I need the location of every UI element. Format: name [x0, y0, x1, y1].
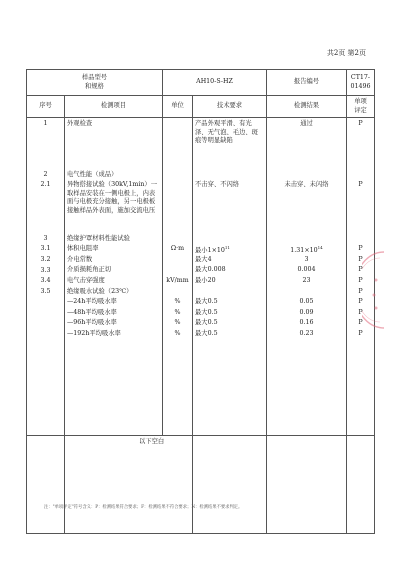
seal-stamp-graphic: [362, 250, 388, 330]
report-no-value: CT17-01496: [347, 70, 375, 96]
col-header-no: 序号: [27, 96, 65, 118]
footnote: 注："单项评定"符号含义：P：检测结果符合要求；F：检测结果不符合要求；N：检测结果不要求判定。: [44, 505, 243, 510]
results-body-row: [27, 118, 375, 436]
col-header-requirement: 技术要求: [193, 96, 267, 118]
test-results-table: [26, 69, 375, 534]
col-header-result: 检测结果: [267, 96, 347, 118]
req-appearance: 产品外观平滑、有光泽、无气泡、毛边、斑痕等明显缺陷: [195, 120, 258, 144]
report-no-label: 报告编号: [267, 70, 347, 96]
item-appearance: 外观检查: [67, 120, 93, 127]
col-requirement: 产品外观平滑、有光泽、无气泡、毛边、斑痕等明显缺陷 不击穿、不闪络 最小$1\times 10^{11}$ 最大4 最大0.008 最小20 最大0.5 最大0.5 最大0.5 最大0.5: [193, 118, 267, 436]
col-header-unit: 单位: [163, 96, 193, 118]
item-material: 绝缘护罩材料性能试验: [67, 234, 130, 242]
column-header-row: [27, 96, 375, 118]
sample-model-label: 样品型号 和规格: [27, 70, 163, 96]
col-header-evaluation: 单项 评定: [347, 96, 375, 118]
req-foreign-object: 不击穿、不闪络: [195, 181, 240, 189]
sample-model-value: AH10-S-HZ: [163, 70, 267, 96]
col-header-item: 检测项目: [65, 96, 163, 118]
blank-row: [27, 436, 375, 534]
blank-note: 以下空白: [139, 438, 165, 445]
page-number: 共2页 第2页: [326, 49, 366, 57]
item-foreign-object: 异物搭接试验（30kV,1min）一取样品安装在一侧电极上，内表面与电极充分接触，另一电极板接触样品外表面，施加交流电压: [67, 181, 157, 214]
sample-info-row: [27, 70, 375, 96]
item-electrical: 电气性能（成品）: [67, 170, 118, 178]
col-unit: Ω·m kV/mm % % % %: [163, 118, 193, 436]
col-no: 1 2 2.1 3 3.1 3.2 3.3 3.4 3.5: [27, 118, 65, 436]
col-evaluation: P P P P P P P P P P P: [347, 118, 375, 436]
col-result: 通过 未击穿、未闪络 $1.31\times 10^{14}$ 3 0.004 23 0.05 0.09 0.16 0.23: [267, 118, 347, 436]
col-item: 外观检查 电气性能（成品） 异物搭接试验（30kV,1min）一取样品安装在一侧电极上，内表面与电极充分接触，另一电极板接触样品外表面，施加交流电压 绝缘护罩材料性能试验 体积电阻率 介电常数 介质损耗角正切 电气击穿强度 绝缘吸水试验（23℃） —24h平均吸水率 —48h平均吸水率 —96h平均吸水率 —192h平均吸水率: [65, 118, 163, 436]
